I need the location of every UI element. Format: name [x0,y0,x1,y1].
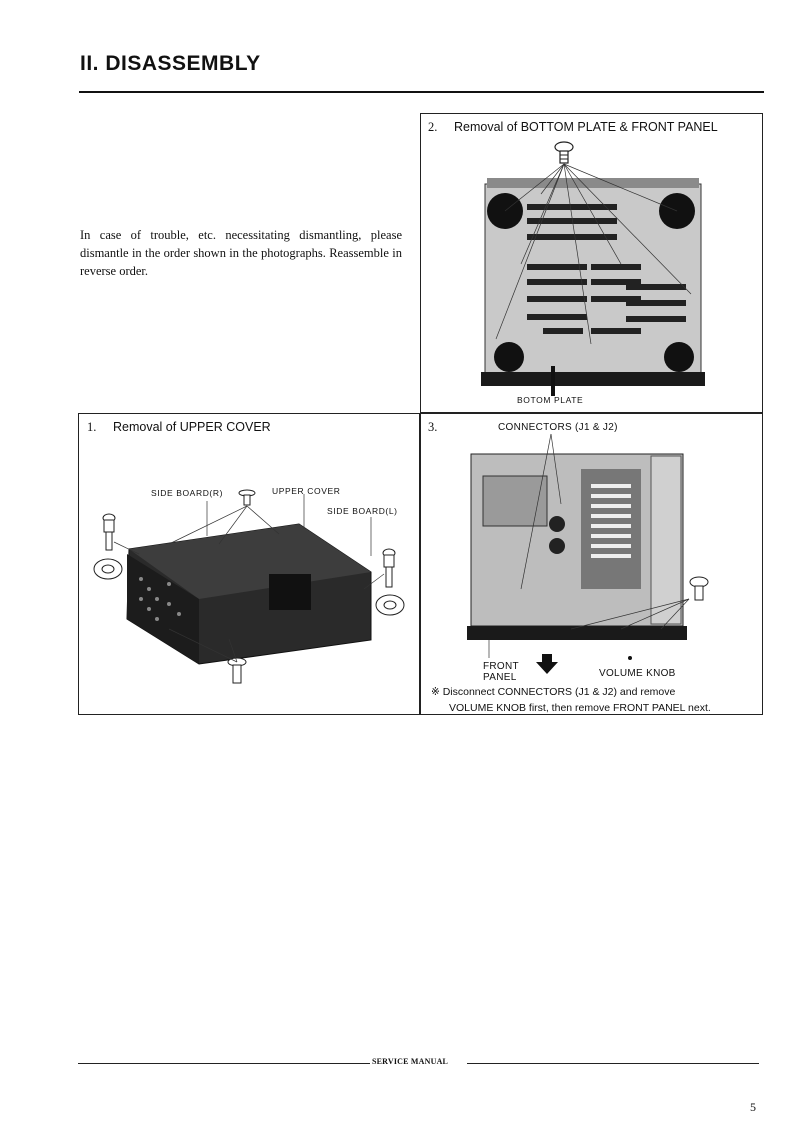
connectors-section [420,413,763,715]
title-rule [79,91,764,93]
footer-rule-right [467,1063,759,1064]
section-number: 1. [87,420,97,434]
volume-knob-label: VOLUME KNOB [599,668,676,679]
section-number: 2. [428,120,438,134]
side-board-r-label: SIDE BOARD(R) [151,488,224,498]
arrow-down-icon [536,654,558,674]
intro-paragraph: In case of trouble, etc. necessitating dismantling, please dismantle in the order shown in the photographs. Reassemble in reverse order. [80,228,402,278]
screw-icon [239,490,255,505]
upper-cover-photo [79,414,419,714]
bottom-plate-section [420,113,763,413]
section-number: 3. [428,420,438,434]
section-title: Removal of BOTTOM PLATE & FRONT PANEL [454,120,718,134]
section-title: Removal of UPPER COVER [113,420,271,434]
screw-icon [690,577,708,600]
panel-label: PANEL [483,672,517,683]
bottom-plate-photo [421,114,762,412]
page-title: II. DISASSEMBLY [80,52,261,75]
connectors-label: CONNECTORS (J1 & J2) [498,422,618,433]
page-number: 5 [750,1100,756,1114]
footer-rule-left [78,1063,370,1064]
bolt-icon [376,549,404,615]
bolt-icon [94,514,122,579]
upper-cover-section [78,413,420,715]
upper-cover-label: UPPER COVER [272,486,341,496]
side-board-l-label: SIDE BOARD(L) [327,506,398,516]
screw-icon [555,142,573,163]
note-line-1: ※ Disconnect CONNECTORS (J1 & J2) and remove [431,686,676,698]
note-line-2: VOLUME KNOB first, then remove FRONT PANEL next. [449,702,711,714]
footer-text: SERVICE MANUAL [372,1057,449,1066]
connectors-photo [421,414,762,714]
front-label: FRONT [483,661,519,672]
bottom-plate-label: BOTOM PLATE [517,395,584,405]
